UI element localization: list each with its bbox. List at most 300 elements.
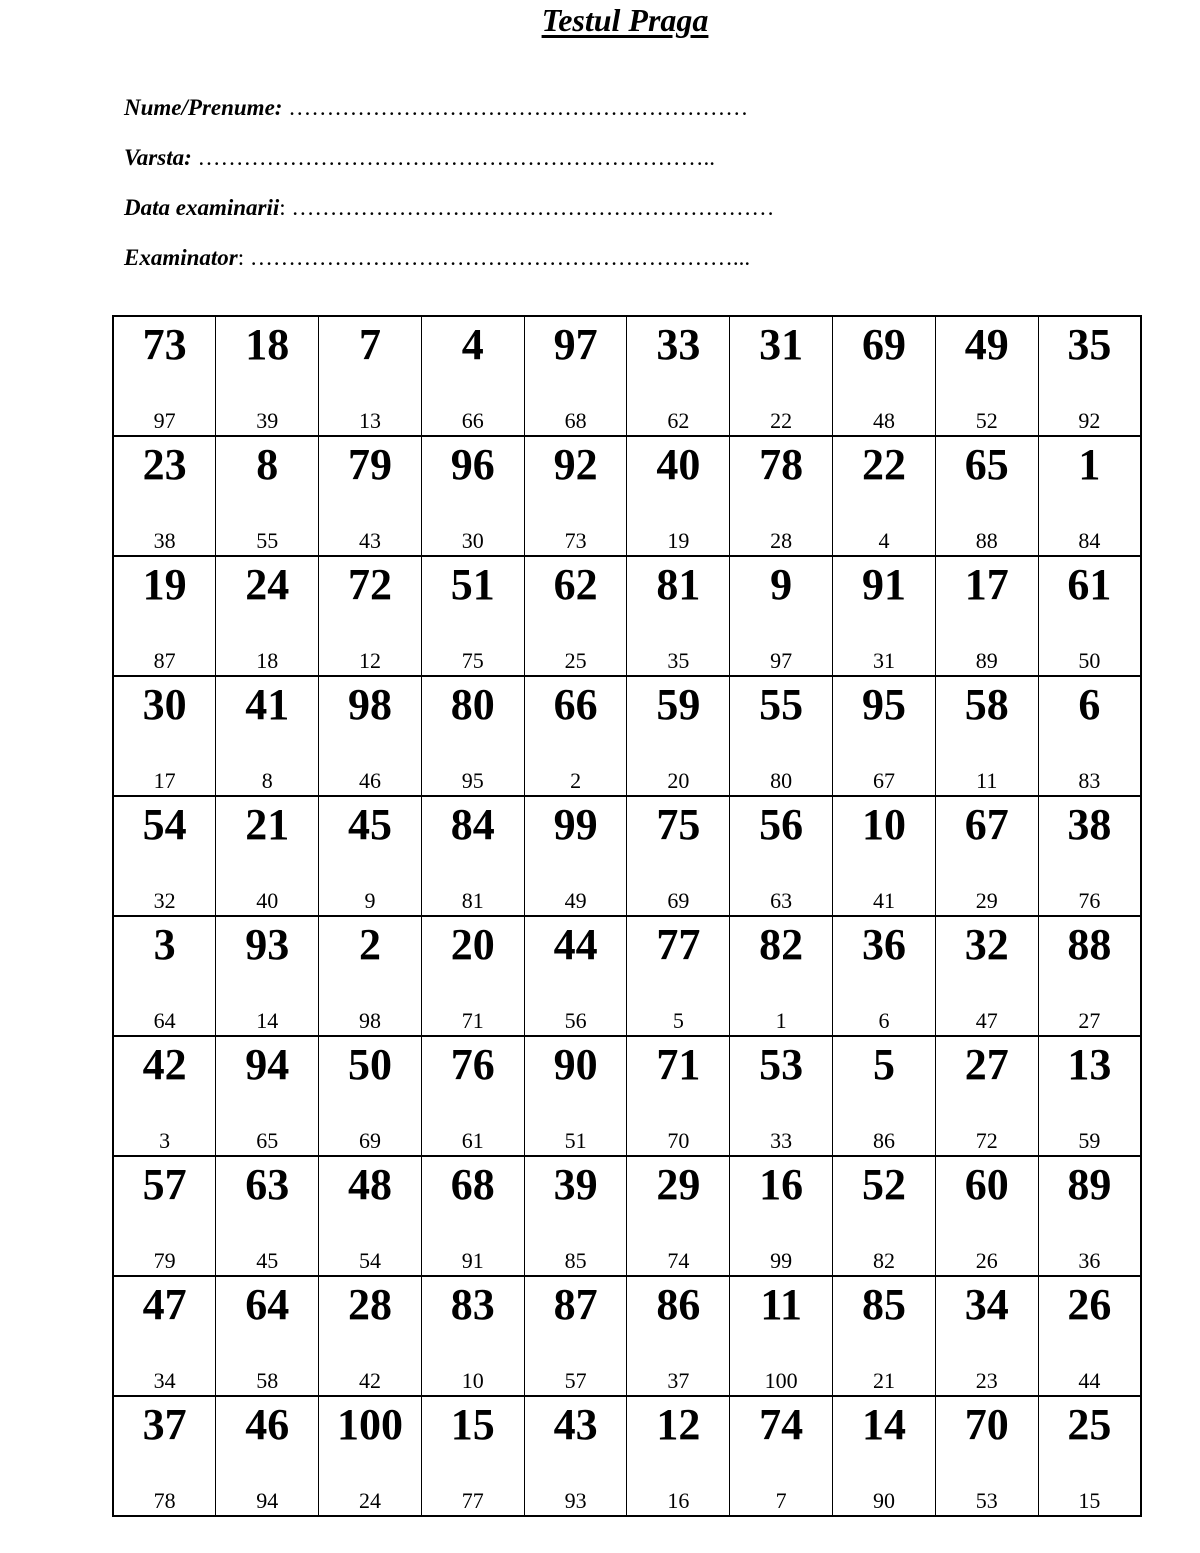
grid-cell bbox=[113, 676, 216, 796]
grid-row bbox=[113, 676, 1141, 796]
grid-cell bbox=[935, 676, 1038, 796]
cell-secondary-number: 75 bbox=[461, 647, 484, 673]
cell-secondary-number: 45 bbox=[256, 1247, 279, 1273]
cell-secondary-number: 9 bbox=[364, 887, 376, 913]
cell-main-number: 96 bbox=[450, 440, 495, 489]
field-exam-date-dots: : ……………………………………………………… bbox=[279, 195, 775, 220]
cell-secondary-number: 17 bbox=[153, 767, 176, 793]
grid-cell bbox=[524, 796, 627, 916]
cell-secondary-number: 54 bbox=[358, 1247, 381, 1273]
cell-secondary-number: 42 bbox=[358, 1367, 381, 1393]
cell-secondary-number: 41 bbox=[872, 887, 895, 913]
grid-cell bbox=[524, 916, 627, 1036]
cell-secondary-number: 86 bbox=[872, 1127, 895, 1153]
cell-main-number: 45 bbox=[347, 800, 392, 849]
cell-secondary-number: 71 bbox=[461, 1007, 484, 1033]
cell-main-number: 33 bbox=[656, 320, 701, 369]
grid-cell bbox=[627, 316, 730, 436]
cell-main-number: 66 bbox=[553, 680, 598, 729]
grid-cell bbox=[627, 916, 730, 1036]
grid-cell bbox=[627, 436, 730, 556]
grid-cell bbox=[935, 1396, 1038, 1516]
cell-main-number: 43 bbox=[553, 1400, 598, 1449]
cell-main-number: 90 bbox=[553, 1040, 598, 1089]
cell-main-number: 56 bbox=[759, 800, 804, 849]
field-examiner bbox=[124, 246, 750, 269]
grid-cell bbox=[833, 1036, 936, 1156]
cell-main-number: 16 bbox=[759, 1160, 804, 1209]
cell-main-number: 87 bbox=[553, 1280, 598, 1329]
grid-cell bbox=[1038, 1156, 1141, 1276]
grid-cell bbox=[319, 1276, 422, 1396]
cell-main-number: 8 bbox=[256, 440, 279, 489]
cell-secondary-number: 59 bbox=[1078, 1127, 1101, 1153]
cell-main-number: 30 bbox=[142, 680, 187, 729]
cell-secondary-number: 24 bbox=[358, 1487, 381, 1513]
grid-cell bbox=[421, 796, 524, 916]
cell-main-number: 57 bbox=[142, 1160, 187, 1209]
cell-main-number: 52 bbox=[861, 1160, 906, 1209]
cell-secondary-number: 43 bbox=[358, 527, 381, 553]
cell-secondary-number: 44 bbox=[1078, 1367, 1101, 1393]
grid-cell bbox=[1038, 1276, 1141, 1396]
grid-cell bbox=[421, 1036, 524, 1156]
cell-secondary-number: 97 bbox=[770, 647, 793, 673]
grid-cell bbox=[421, 1396, 524, 1516]
document-title: Testul Praga bbox=[541, 2, 709, 38]
cell-secondary-number: 51 bbox=[564, 1127, 587, 1153]
cell-main-number: 36 bbox=[861, 920, 906, 969]
cell-secondary-number: 19 bbox=[667, 527, 690, 553]
grid-cell bbox=[524, 676, 627, 796]
cell-main-number: 74 bbox=[759, 1400, 804, 1449]
cell-secondary-number: 21 bbox=[872, 1367, 895, 1393]
grid-cell bbox=[113, 436, 216, 556]
cell-secondary-number: 85 bbox=[564, 1247, 587, 1273]
cell-secondary-number: 49 bbox=[564, 887, 587, 913]
grid-cell bbox=[730, 1276, 833, 1396]
cell-secondary-number: 38 bbox=[153, 527, 176, 553]
grid-cell bbox=[833, 1396, 936, 1516]
cell-main-number: 3 bbox=[153, 920, 176, 969]
cell-secondary-number: 69 bbox=[358, 1127, 381, 1153]
cell-main-number: 12 bbox=[656, 1400, 701, 1449]
cell-main-number: 95 bbox=[861, 680, 906, 729]
cell-main-number: 10 bbox=[861, 800, 906, 849]
cell-secondary-number: 31 bbox=[872, 647, 895, 673]
grid-cell bbox=[113, 316, 216, 436]
cell-main-number: 80 bbox=[450, 680, 495, 729]
cell-main-number: 55 bbox=[759, 680, 804, 729]
cell-main-number: 86 bbox=[656, 1280, 701, 1329]
cell-main-number: 2 bbox=[358, 920, 381, 969]
grid-cell bbox=[730, 916, 833, 1036]
cell-main-number: 99 bbox=[553, 800, 598, 849]
grid-row bbox=[113, 796, 1141, 916]
grid-cell bbox=[524, 556, 627, 676]
cell-secondary-number: 76 bbox=[1078, 887, 1101, 913]
cell-secondary-number: 16 bbox=[667, 1487, 690, 1513]
grid-cell bbox=[524, 1396, 627, 1516]
cell-secondary-number: 97 bbox=[153, 407, 176, 433]
cell-main-number: 20 bbox=[450, 920, 495, 969]
cell-secondary-number: 83 bbox=[1078, 767, 1101, 793]
cell-secondary-number: 66 bbox=[461, 407, 484, 433]
grid-cell bbox=[319, 1036, 422, 1156]
grid-cell bbox=[730, 796, 833, 916]
cell-main-number: 83 bbox=[450, 1280, 495, 1329]
grid-cell bbox=[935, 1276, 1038, 1396]
cell-main-number: 88 bbox=[1067, 920, 1112, 969]
field-name-label: Nume/Prenume: bbox=[124, 95, 283, 120]
grid-cell bbox=[524, 1276, 627, 1396]
grid-cell bbox=[524, 316, 627, 436]
cell-secondary-number: 8 bbox=[261, 767, 273, 793]
cell-main-number: 35 bbox=[1067, 320, 1112, 369]
grid-cell bbox=[421, 916, 524, 1036]
grid-cell bbox=[1038, 436, 1141, 556]
cell-main-number: 14 bbox=[861, 1400, 906, 1449]
cell-secondary-number: 18 bbox=[256, 647, 279, 673]
grid-cell bbox=[524, 436, 627, 556]
cell-secondary-number: 39 bbox=[256, 407, 279, 433]
cell-main-number: 78 bbox=[759, 440, 804, 489]
grid-cell bbox=[113, 916, 216, 1036]
cell-secondary-number: 7 bbox=[775, 1487, 787, 1513]
cell-secondary-number: 34 bbox=[153, 1367, 176, 1393]
cell-main-number: 93 bbox=[245, 920, 290, 969]
grid-cell bbox=[730, 676, 833, 796]
cell-secondary-number: 58 bbox=[256, 1367, 279, 1393]
grid-cell bbox=[113, 796, 216, 916]
cell-secondary-number: 82 bbox=[872, 1247, 895, 1273]
cell-main-number: 23 bbox=[142, 440, 187, 489]
cell-secondary-number: 22 bbox=[770, 407, 793, 433]
cell-main-number: 42 bbox=[142, 1040, 187, 1089]
cell-main-number: 89 bbox=[1067, 1160, 1112, 1209]
cell-main-number: 26 bbox=[1067, 1280, 1112, 1329]
field-name-dots: …………………………………………………… bbox=[282, 95, 749, 120]
grid-cell bbox=[935, 556, 1038, 676]
grid-cell bbox=[421, 1276, 524, 1396]
grid-cell bbox=[421, 1156, 524, 1276]
cell-secondary-number: 32 bbox=[153, 887, 176, 913]
grid-cell bbox=[421, 676, 524, 796]
cell-secondary-number: 26 bbox=[975, 1247, 998, 1273]
grid-cell bbox=[730, 1396, 833, 1516]
cell-main-number: 75 bbox=[656, 800, 701, 849]
field-age-label: Varsta: bbox=[124, 145, 192, 170]
cell-main-number: 27 bbox=[964, 1040, 1009, 1089]
grid-cell bbox=[216, 1036, 319, 1156]
cell-main-number: 40 bbox=[656, 440, 701, 489]
cell-main-number: 39 bbox=[553, 1160, 598, 1209]
grid-cell bbox=[935, 916, 1038, 1036]
cell-secondary-number: 46 bbox=[358, 767, 381, 793]
grid-cell bbox=[1038, 1036, 1141, 1156]
field-examiner-label: Examinator bbox=[124, 245, 238, 270]
cell-secondary-number: 99 bbox=[770, 1247, 793, 1273]
cell-main-number: 22 bbox=[861, 440, 906, 489]
cell-main-number: 79 bbox=[347, 440, 392, 489]
cell-secondary-number: 1 bbox=[775, 1007, 787, 1033]
grid-row bbox=[113, 436, 1141, 556]
cell-main-number: 54 bbox=[142, 800, 187, 849]
cell-main-number: 32 bbox=[964, 920, 1009, 969]
cell-secondary-number: 81 bbox=[461, 887, 484, 913]
cell-main-number: 28 bbox=[347, 1280, 392, 1329]
cell-secondary-number: 74 bbox=[667, 1247, 690, 1273]
grid-cell bbox=[113, 1156, 216, 1276]
grid-cell bbox=[216, 316, 319, 436]
cell-main-number: 69 bbox=[861, 320, 906, 369]
grid-cell bbox=[421, 436, 524, 556]
grid-row bbox=[113, 556, 1141, 676]
cell-secondary-number: 2 bbox=[570, 767, 582, 793]
cell-secondary-number: 5 bbox=[672, 1007, 684, 1033]
cell-main-number: 7 bbox=[358, 320, 381, 369]
cell-main-number: 92 bbox=[553, 440, 598, 489]
cell-main-number: 4 bbox=[461, 320, 484, 369]
cell-secondary-number: 10 bbox=[461, 1367, 484, 1393]
grid-row bbox=[113, 1276, 1141, 1396]
cell-secondary-number: 80 bbox=[770, 767, 793, 793]
cell-secondary-number: 55 bbox=[256, 527, 279, 553]
cell-main-number: 15 bbox=[450, 1400, 495, 1449]
grid-cell bbox=[730, 316, 833, 436]
grid-cell bbox=[216, 436, 319, 556]
cell-secondary-number: 4 bbox=[878, 527, 890, 553]
cell-secondary-number: 30 bbox=[461, 527, 484, 553]
grid-cell bbox=[319, 796, 422, 916]
grid-cell bbox=[833, 436, 936, 556]
cell-main-number: 13 bbox=[1067, 1040, 1112, 1089]
cell-secondary-number: 70 bbox=[667, 1127, 690, 1153]
cell-main-number: 1 bbox=[1078, 440, 1101, 489]
cell-secondary-number: 73 bbox=[564, 527, 587, 553]
cell-main-number: 60 bbox=[964, 1160, 1009, 1209]
grid-cell bbox=[1038, 916, 1141, 1036]
grid-cell bbox=[935, 1156, 1038, 1276]
cell-main-number: 84 bbox=[450, 800, 495, 849]
cell-main-number: 31 bbox=[759, 320, 804, 369]
field-exam-date-label: Data examinarii bbox=[124, 195, 280, 220]
cell-main-number: 85 bbox=[861, 1280, 906, 1329]
cell-secondary-number: 94 bbox=[256, 1487, 279, 1513]
grid-cell bbox=[935, 1036, 1038, 1156]
cell-secondary-number: 37 bbox=[667, 1367, 690, 1393]
cell-secondary-number: 64 bbox=[153, 1007, 176, 1033]
grid-cell bbox=[627, 676, 730, 796]
grid-cell bbox=[627, 1276, 730, 1396]
cell-main-number: 53 bbox=[759, 1040, 804, 1089]
grid-cell bbox=[1038, 676, 1141, 796]
grid-cell bbox=[833, 1276, 936, 1396]
grid-cell bbox=[833, 676, 936, 796]
grid-cell bbox=[319, 1156, 422, 1276]
cell-main-number: 98 bbox=[347, 680, 392, 729]
grid-cell bbox=[833, 556, 936, 676]
cell-main-number: 51 bbox=[450, 560, 495, 609]
cell-secondary-number: 12 bbox=[358, 647, 381, 673]
field-exam-date bbox=[124, 196, 774, 219]
cell-main-number: 58 bbox=[964, 680, 1009, 729]
cell-main-number: 18 bbox=[245, 320, 290, 369]
grid-cell bbox=[730, 1036, 833, 1156]
cell-main-number: 37 bbox=[142, 1400, 187, 1449]
grid-cell bbox=[216, 1396, 319, 1516]
cell-main-number: 73 bbox=[142, 320, 187, 369]
grid-cell bbox=[319, 556, 422, 676]
cell-main-number: 46 bbox=[245, 1400, 290, 1449]
cell-secondary-number: 67 bbox=[872, 767, 895, 793]
cell-secondary-number: 47 bbox=[975, 1007, 998, 1033]
cell-secondary-number: 77 bbox=[461, 1487, 484, 1513]
cell-secondary-number: 78 bbox=[153, 1487, 176, 1513]
grid-cell bbox=[216, 796, 319, 916]
cell-main-number: 29 bbox=[656, 1160, 701, 1209]
grid-cell bbox=[216, 676, 319, 796]
number-grid bbox=[112, 315, 1142, 1517]
cell-main-number: 59 bbox=[656, 680, 701, 729]
cell-main-number: 48 bbox=[347, 1160, 392, 1209]
cell-secondary-number: 28 bbox=[770, 527, 793, 553]
grid-cell bbox=[216, 1276, 319, 1396]
cell-main-number: 6 bbox=[1078, 680, 1101, 729]
grid-cell bbox=[935, 796, 1038, 916]
grid-cell bbox=[627, 556, 730, 676]
grid-cell bbox=[216, 556, 319, 676]
cell-secondary-number: 20 bbox=[667, 767, 690, 793]
grid-cell bbox=[113, 1276, 216, 1396]
grid-cell bbox=[833, 1156, 936, 1276]
number-grid-body bbox=[113, 316, 1141, 1516]
cell-secondary-number: 87 bbox=[153, 647, 176, 673]
cell-secondary-number: 79 bbox=[153, 1247, 176, 1273]
cell-secondary-number: 61 bbox=[461, 1127, 484, 1153]
cell-main-number: 61 bbox=[1067, 560, 1112, 609]
cell-secondary-number: 50 bbox=[1078, 647, 1101, 673]
field-age-dots: ………………………………………………………….. bbox=[191, 145, 715, 170]
field-name bbox=[124, 96, 748, 119]
cell-secondary-number: 23 bbox=[975, 1367, 998, 1393]
cell-secondary-number: 15 bbox=[1078, 1487, 1101, 1513]
grid-cell bbox=[833, 916, 936, 1036]
grid-cell bbox=[627, 1396, 730, 1516]
cell-main-number: 64 bbox=[245, 1280, 290, 1329]
cell-main-number: 34 bbox=[964, 1280, 1009, 1329]
cell-secondary-number: 72 bbox=[975, 1127, 998, 1153]
cell-main-number: 47 bbox=[142, 1280, 187, 1329]
cell-main-number: 21 bbox=[245, 800, 290, 849]
grid-cell bbox=[319, 676, 422, 796]
cell-main-number: 25 bbox=[1067, 1400, 1112, 1449]
cell-secondary-number: 57 bbox=[564, 1367, 587, 1393]
cell-secondary-number: 3 bbox=[159, 1127, 171, 1153]
cell-secondary-number: 95 bbox=[461, 767, 484, 793]
cell-main-number: 9 bbox=[770, 560, 793, 609]
cell-secondary-number: 33 bbox=[770, 1127, 793, 1153]
grid-cell bbox=[319, 316, 422, 436]
cell-secondary-number: 29 bbox=[975, 887, 998, 913]
grid-cell bbox=[730, 436, 833, 556]
cell-secondary-number: 48 bbox=[872, 407, 895, 433]
cell-main-number: 97 bbox=[553, 320, 598, 369]
field-examiner-dots: : ………………………………………………………... bbox=[237, 245, 751, 270]
grid-cell bbox=[319, 436, 422, 556]
cell-secondary-number: 56 bbox=[564, 1007, 587, 1033]
cell-secondary-number: 63 bbox=[770, 887, 793, 913]
cell-secondary-number: 25 bbox=[564, 647, 587, 673]
cell-secondary-number: 40 bbox=[256, 887, 279, 913]
field-age bbox=[124, 146, 715, 169]
grid-cell bbox=[216, 1156, 319, 1276]
cell-secondary-number: 52 bbox=[975, 407, 998, 433]
cell-main-number: 94 bbox=[245, 1040, 290, 1089]
cell-secondary-number: 90 bbox=[872, 1487, 895, 1513]
cell-main-number: 49 bbox=[964, 320, 1009, 369]
cell-secondary-number: 92 bbox=[1078, 407, 1101, 433]
cell-secondary-number: 84 bbox=[1078, 527, 1101, 553]
cell-secondary-number: 35 bbox=[667, 647, 690, 673]
cell-main-number: 62 bbox=[553, 560, 598, 609]
cell-secondary-number: 53 bbox=[975, 1487, 998, 1513]
cell-main-number: 50 bbox=[347, 1040, 392, 1089]
cell-secondary-number: 36 bbox=[1078, 1247, 1101, 1273]
grid-cell bbox=[730, 556, 833, 676]
grid-cell bbox=[524, 1036, 627, 1156]
cell-secondary-number: 68 bbox=[564, 407, 587, 433]
cell-secondary-number: 27 bbox=[1078, 1007, 1101, 1033]
grid-cell bbox=[421, 556, 524, 676]
cell-main-number: 17 bbox=[964, 560, 1009, 609]
grid-cell bbox=[1038, 316, 1141, 436]
cell-main-number: 100 bbox=[336, 1400, 403, 1449]
grid-cell bbox=[627, 1156, 730, 1276]
cell-secondary-number: 93 bbox=[564, 1487, 587, 1513]
cell-secondary-number: 62 bbox=[667, 407, 690, 433]
cell-secondary-number: 65 bbox=[256, 1127, 279, 1153]
cell-secondary-number: 98 bbox=[358, 1007, 381, 1033]
grid-cell bbox=[113, 556, 216, 676]
cell-main-number: 72 bbox=[347, 560, 392, 609]
grid-cell bbox=[319, 1396, 422, 1516]
cell-secondary-number: 14 bbox=[256, 1007, 279, 1033]
grid-cell bbox=[319, 916, 422, 1036]
grid-cell bbox=[113, 1036, 216, 1156]
grid-row bbox=[113, 1156, 1141, 1276]
cell-main-number: 5 bbox=[872, 1040, 895, 1089]
cell-main-number: 67 bbox=[964, 800, 1009, 849]
cell-secondary-number: 69 bbox=[667, 887, 690, 913]
cell-main-number: 63 bbox=[245, 1160, 290, 1209]
grid-row bbox=[113, 1396, 1141, 1516]
cell-main-number: 81 bbox=[656, 560, 701, 609]
grid-cell bbox=[421, 316, 524, 436]
grid-cell bbox=[1038, 1396, 1141, 1516]
grid-cell bbox=[627, 796, 730, 916]
cell-secondary-number: 13 bbox=[358, 407, 381, 433]
cell-main-number: 65 bbox=[964, 440, 1009, 489]
cell-main-number: 11 bbox=[760, 1280, 802, 1329]
cell-main-number: 91 bbox=[861, 560, 906, 609]
grid-cell bbox=[1038, 556, 1141, 676]
grid-cell bbox=[935, 316, 1038, 436]
cell-main-number: 24 bbox=[245, 560, 290, 609]
cell-secondary-number: 100 bbox=[764, 1367, 798, 1393]
cell-main-number: 19 bbox=[142, 560, 187, 609]
cell-main-number: 70 bbox=[964, 1400, 1009, 1449]
